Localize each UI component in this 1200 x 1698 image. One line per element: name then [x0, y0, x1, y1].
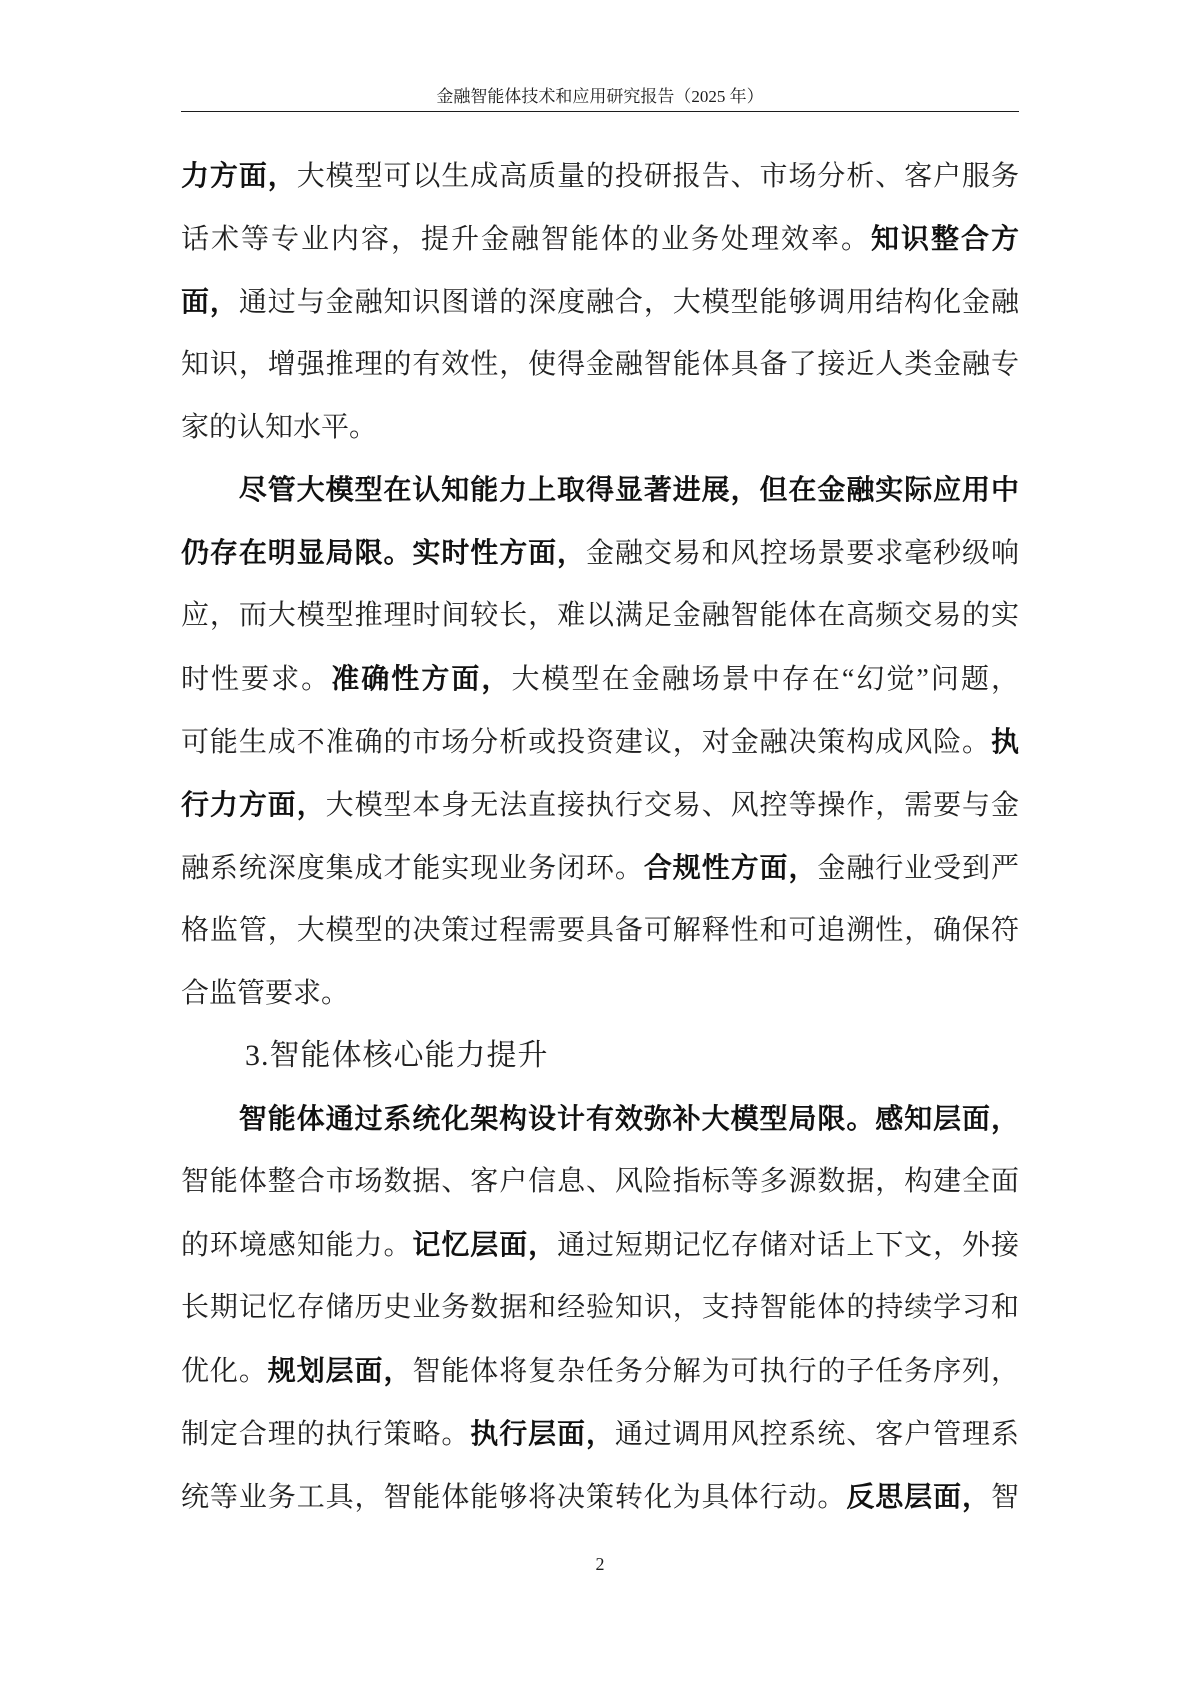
text-line — [181, 271, 1019, 334]
text-line — [181, 711, 1019, 774]
text-line — [181, 1466, 1019, 1529]
text-run: 大模型在金融场景中存在“幻觉”问题， — [511, 664, 1019, 696]
page-number: 2 — [595, 1554, 605, 1574]
section-heading: 3.智能体核心能力提升 — [245, 1039, 549, 1073]
header-rule — [181, 111, 1019, 112]
bold-text-run: 执行层面， — [470, 1417, 615, 1449]
text-run: 话术等专业内容，提升金融智能体的业务处理效率。 — [181, 223, 871, 255]
text-run: 时性要求。 — [181, 664, 332, 696]
bold-text-run: 准确性方面， — [331, 663, 512, 695]
text-run: 长期记忆存储历史业务数据和经验知识，支持智能体的持续学习和 — [181, 1292, 1019, 1324]
text-line — [181, 963, 1019, 1026]
text-line — [181, 585, 1019, 648]
text-line — [181, 1151, 1019, 1214]
bold-text-run: 规划层面， — [267, 1354, 413, 1386]
text-run: 智 — [990, 1481, 1019, 1513]
text-run: 的环境感知能力。 — [181, 1230, 413, 1262]
text-run: 优化。 — [181, 1355, 268, 1387]
paragraph-3 — [181, 1088, 1019, 1528]
text-line — [181, 1340, 1019, 1403]
bold-text-run: 面， — [181, 285, 239, 317]
bold-text-run: 反思层面， — [846, 1480, 991, 1512]
text-run: 可能生成不准确的市场分析或投资建议，对金融决策构成风险。 — [181, 727, 991, 759]
text-run: 应，而大模型推理时间较长，难以满足金融智能体在高频交易的实 — [181, 600, 1019, 632]
text-line — [181, 648, 1019, 711]
bold-text-run: 力方面， — [181, 160, 297, 191]
text-line — [181, 459, 1019, 522]
text-run: 大模型可以生成高质量的投研报告、市场分析、客户服务 — [296, 161, 1019, 192]
text-line — [181, 334, 1019, 397]
text-line — [181, 145, 1019, 208]
text-line — [181, 900, 1019, 963]
bold-text-run: 合规性方面， — [643, 851, 818, 883]
text-run: 金融行业受到严 — [817, 852, 1019, 884]
text-run: 智能体整合市场数据、客户信息、风险指标等多源数据，构建全面 — [181, 1166, 1019, 1198]
text-run: 制定合理的执行策略。 — [181, 1418, 471, 1450]
text-run: 家的认知水平。 — [181, 411, 378, 443]
page-body — [181, 145, 1019, 1529]
paragraph-1 — [181, 145, 1019, 459]
text-run: 智能体将复杂任务分解为可执行的子任务序列， — [412, 1355, 1019, 1387]
text-run: 合监管要求。 — [181, 977, 350, 1009]
text-line — [181, 208, 1019, 271]
text-run: 通过与金融知识图谱的深度融合，大模型能够调用结构化金融 — [238, 286, 1019, 318]
text-line — [181, 522, 1019, 585]
text-run: 金融交易和风控场景要求毫秒级响 — [586, 538, 1019, 570]
bold-text-run: 仍存在明显局限。实时性方面， — [181, 537, 586, 569]
text-line — [181, 837, 1019, 900]
text-run: 融系统深度集成才能实现业务闭环。 — [181, 852, 644, 884]
bold-text-run: 尽管大模型在认知能力上取得显著进展，但在金融实际应用中 — [238, 474, 1019, 506]
text-run: 通过短期记忆存储对话上下文，外接 — [557, 1230, 1019, 1262]
bold-text-run: 行力方面， — [181, 788, 326, 820]
text-line — [181, 397, 1019, 460]
text-run: 大模型本身无法直接执行交易、风控等操作，需要与金 — [325, 789, 1019, 821]
bold-text-run: 执 — [990, 726, 1019, 758]
text-line — [181, 1403, 1019, 1466]
report-title: 金融智能体技术和应用研究报告（2025 年） — [436, 87, 764, 106]
text-run: 统等业务工具，智能体能够将决策转化为具体行动。 — [181, 1481, 847, 1513]
text-line — [181, 1088, 1019, 1151]
running-header — [181, 86, 1019, 116]
text-run: 知识，增强推理的有效性，使得金融智能体具备了接近人类金融专 — [181, 348, 1019, 380]
text-line — [181, 1277, 1019, 1340]
text-line — [181, 774, 1019, 837]
text-run: 通过调用风控系统、客户管理系 — [614, 1418, 1019, 1450]
bold-text-run: 智能体通过系统化架构设计有效弥补大模型局限。感知层面， — [238, 1103, 1019, 1135]
bold-text-run: 知识整合方 — [870, 222, 1019, 254]
text-run: 格监管，大模型的决策过程需要具备可解释性和可追溯性，确保符 — [181, 914, 1019, 946]
text-line — [181, 1214, 1019, 1277]
paragraph-2 — [181, 459, 1019, 1025]
bold-text-run: 记忆层面， — [412, 1229, 558, 1261]
